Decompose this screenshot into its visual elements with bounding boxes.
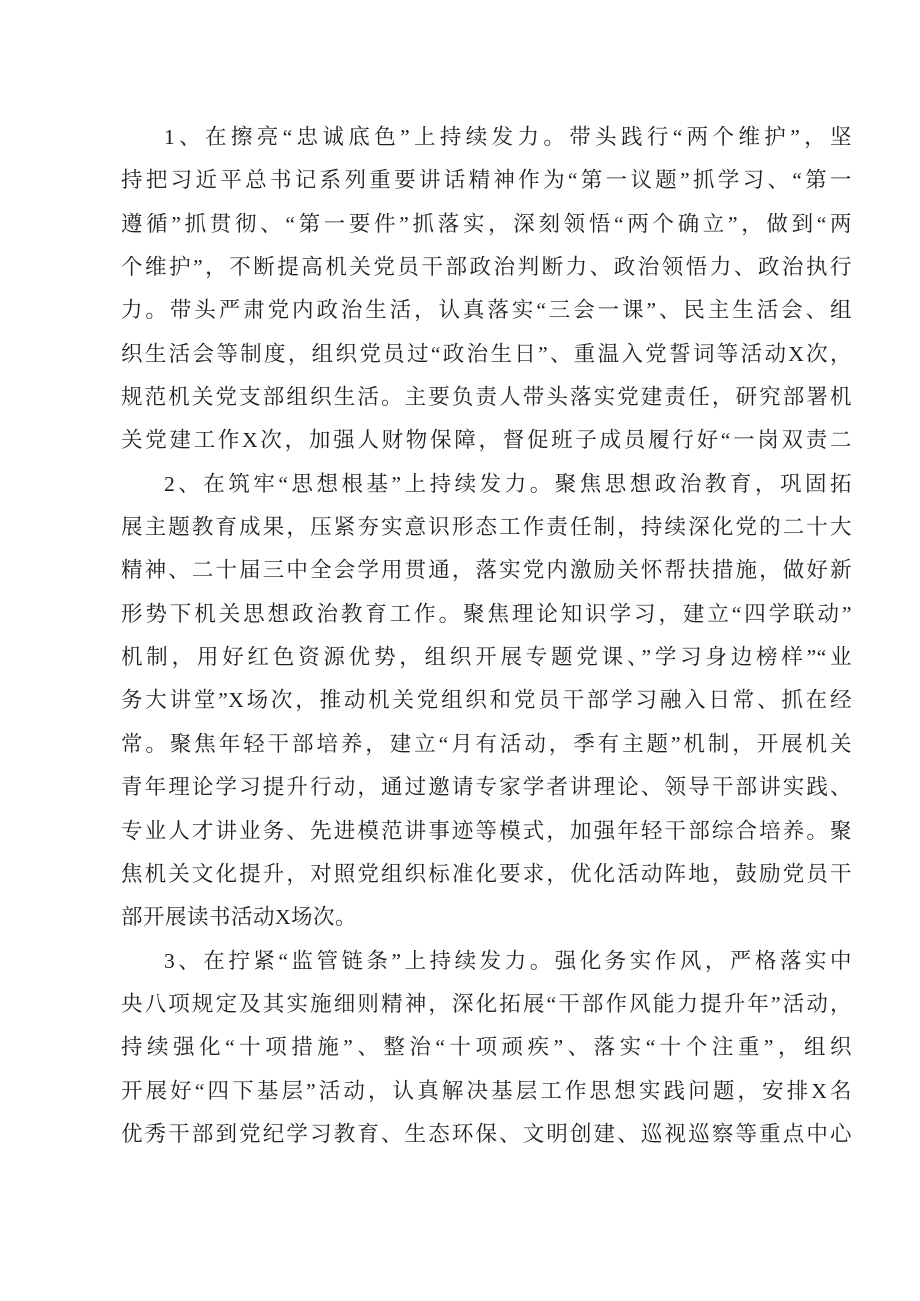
text-line: 持续强化“十项措施”、整治“十项顽疾”、落实“十个注重”，组织	[121, 1035, 852, 1060]
text-line: 精神、二十届三中全会学用贯通，落实党内激励关怀帮扶措施，做好新	[121, 558, 852, 583]
text-line: 青年理论学习提升行动，通过邀请专家学者讲理论、领导干部讲实践、	[121, 775, 852, 800]
text-line: 部开展读书活动X场次。	[121, 905, 358, 930]
paragraph	[121, 940, 852, 1157]
text-line: 焦机关文化提升，对照党组织标准化要求，优化活动阵地，鼓励党员干	[121, 861, 852, 886]
text-line: 展主题教育成果，压紧夯实意识形态工作责任制，持续深化党的二十大	[121, 515, 852, 540]
text-line: 1、在擦亮“忠诚底色”上持续发力。带头践行“两个维护”，坚	[164, 125, 852, 149]
text-line: 规范机关党支部组织生活。主要负责人带头落实党建责任，研究部署机	[121, 385, 852, 410]
text-line: 务大讲堂”X场次，推动机关党组织和党员干部学习融入日常、抓在经	[121, 688, 852, 713]
text-line: 3、在拧紧“监管链条”上持续发力。强化务实作风，严格落实中	[164, 948, 852, 973]
text-line: 形势下机关思想政治教育工作。聚焦理论知识学习，建立“四学联动”	[121, 601, 852, 626]
text-line: 常。聚焦年轻干部培养，建立“月有活动，季有主题”机制，开展机关	[121, 731, 852, 756]
text-line: 织生活会等制度，组织党员过“政治生日”、重温入党誓词等活动X次，	[121, 341, 852, 366]
text-line: 个维护”，不断提高机关党员干部政治判断力、政治领悟力、政治执行	[121, 255, 852, 280]
text-line: 机制，用好红色资源优势，组织开展专题党课、”学习身边榜样”“业	[121, 645, 852, 670]
document-body	[121, 116, 852, 1156]
text-line: 2、在筑牢“思想根基”上持续发力。聚焦思想政治教育，巩固拓	[164, 471, 852, 496]
text-line: 关党建工作X次，加强人财物保障，督促班子成员履行好“一岗双责二	[121, 428, 852, 453]
paragraph	[121, 463, 852, 940]
paragraph	[121, 116, 852, 463]
text-line: 开展好“四下基层”活动，认真解决基层工作思想实践问题，安排X名	[121, 1078, 852, 1103]
text-line: 优秀干部到党纪学习教育、生态环保、文明创建、巡视巡察等重点中心	[121, 1121, 852, 1146]
text-line: 央八项规定及其实施细则精神，深化拓展“干部作风能力提升年”活动，	[121, 991, 852, 1016]
text-line: 力。带头严肃党内政治生活，认真落实“三会一课”、民主生活会、组	[121, 298, 852, 323]
text-line: 持把习近平总书记系列重要讲话精神作为“第一议题”抓学习、“第一	[121, 168, 852, 193]
text-line: 专业人才讲业务、先进模范讲事迹等模式，加强年轻干部综合培养。聚	[121, 818, 852, 843]
text-line: 遵循”抓贯彻、“第一要件”抓落实，深刻领悟“两个确立”，做到“两	[121, 211, 852, 236]
